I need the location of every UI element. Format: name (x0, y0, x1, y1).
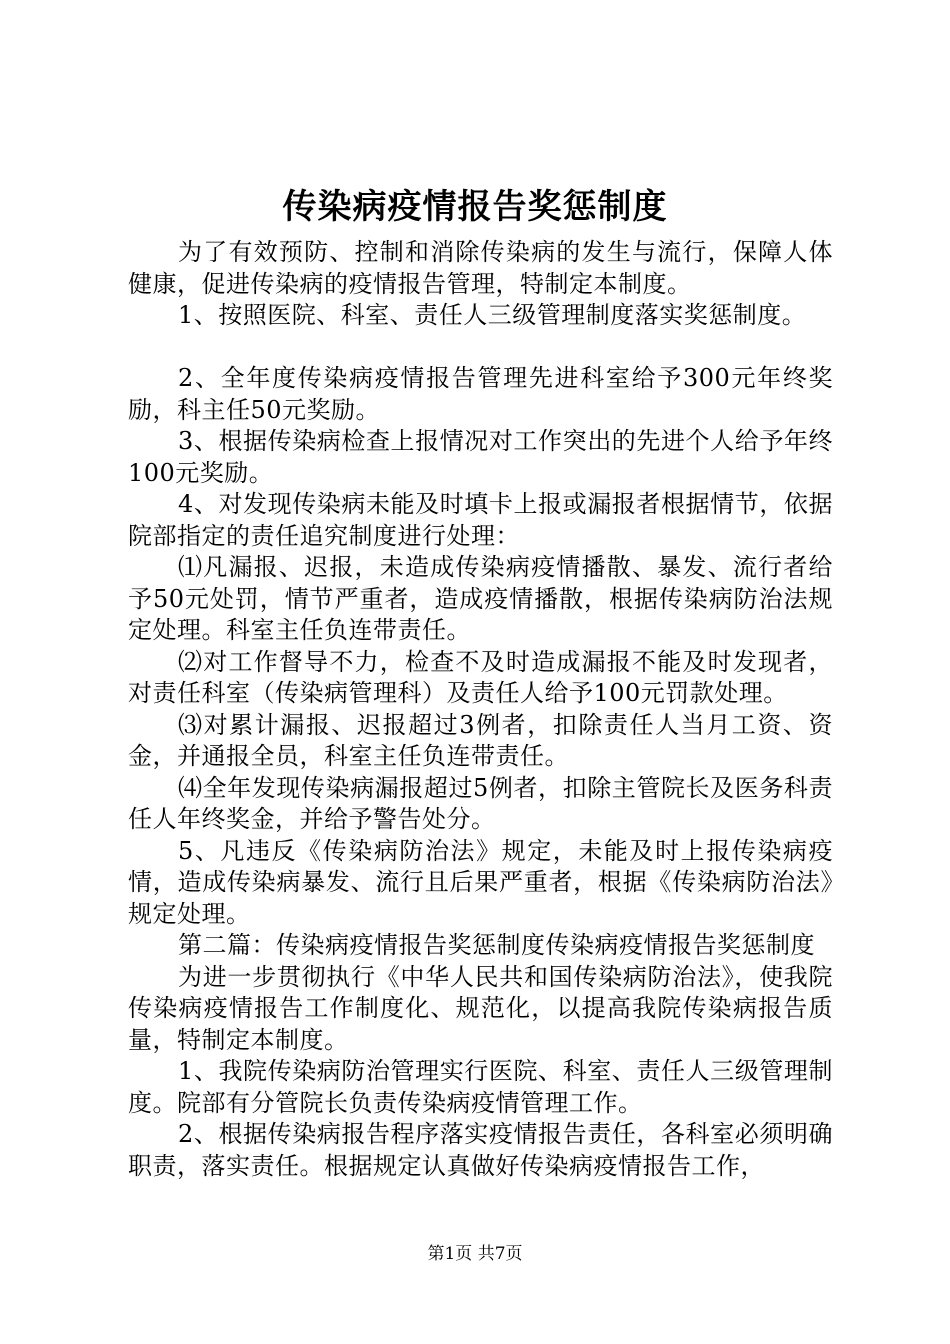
paragraph-part-2-item-1: 1、我院传染病防治管理实行医院、科室、责任人三级管理制度。院部有分管院长负责传染病疫情管理工作。 (128, 1057, 833, 1117)
paragraph-item-5: 5、凡违反《传染病防治法》规定，未能及时上报传染病疫情，造成传染病暴发、流行且后果严重者，根据《传染病防治法》规定处理。 (128, 836, 833, 928)
paragraph-sub-2: ⑵对工作督导不力，检查不及时造成漏报不能及时发现者，对责任科室（传染病管理科）及责任人给予100元罚款处理。 (128, 647, 833, 707)
paragraph-sub-4: ⑷全年发现传染病漏报超过5例者，扣除主管院长及医务科责任人年终奖金，并给予警告处分。 (128, 773, 833, 833)
page-number: 第1页 共7页 (427, 1244, 523, 1264)
section-heading-part-2: 第二篇：传染病疫情报告奖惩制度传染病疫情报告奖惩制度 (178, 931, 815, 959)
paragraph-sub-3: ⑶对累计漏报、迟报超过3例者，扣除责任人当月工资、资金，并通报全员，科室主任负连带责任。 (128, 710, 833, 770)
paragraph-part-2-item-2: 2、根据传染病报告程序落实疫情报告责任，各科室必须明确职责，落实责任。根据规定认真做好传染病疫情报告工作， (128, 1120, 833, 1180)
document-title: 传染病疫情报告奖惩制度 (282, 187, 668, 227)
blank-line (128, 332, 833, 364)
paragraph-item-2: 2、全年度传染病疫情报告管理先进科室给予300元年终奖励，科主任50元奖励。 (128, 364, 833, 424)
document-body (128, 237, 833, 1182)
paragraph-sub-1: ⑴凡漏报、迟报，未造成传染病疫情播散、暴发、流行者给予50元处罚，情节严重者，造成疫情播散，根据传染病防治法规定处理。科室主任负连带责任。 (128, 553, 833, 644)
paragraph-intro: 为了有效预防、控制和消除传染病的发生与流行，保障人体健康，促进传染病的疫情报告管理，特制定本制度。 (128, 238, 833, 298)
paragraph-item-4: 4、对发现传染病未能及时填卡上报或漏报者根据情节，依据院部指定的责任追究制度进行处理： (128, 490, 833, 550)
paragraph-part-2-intro: 为进一步贯彻执行《中华人民共和国传染病防治法》，使我院传染病疫情报告工作制度化、规范化，以提高我院传染病报告质量，特制定本制度。 (128, 962, 833, 1054)
paragraph-item-1: 1、按照医院、科室、责任人三级管理制度落实奖惩制度。 (178, 301, 807, 329)
paragraph-item-3: 3、根据传染病检查上报情况对工作突出的先进个人给予年终100元奖励。 (128, 427, 833, 487)
